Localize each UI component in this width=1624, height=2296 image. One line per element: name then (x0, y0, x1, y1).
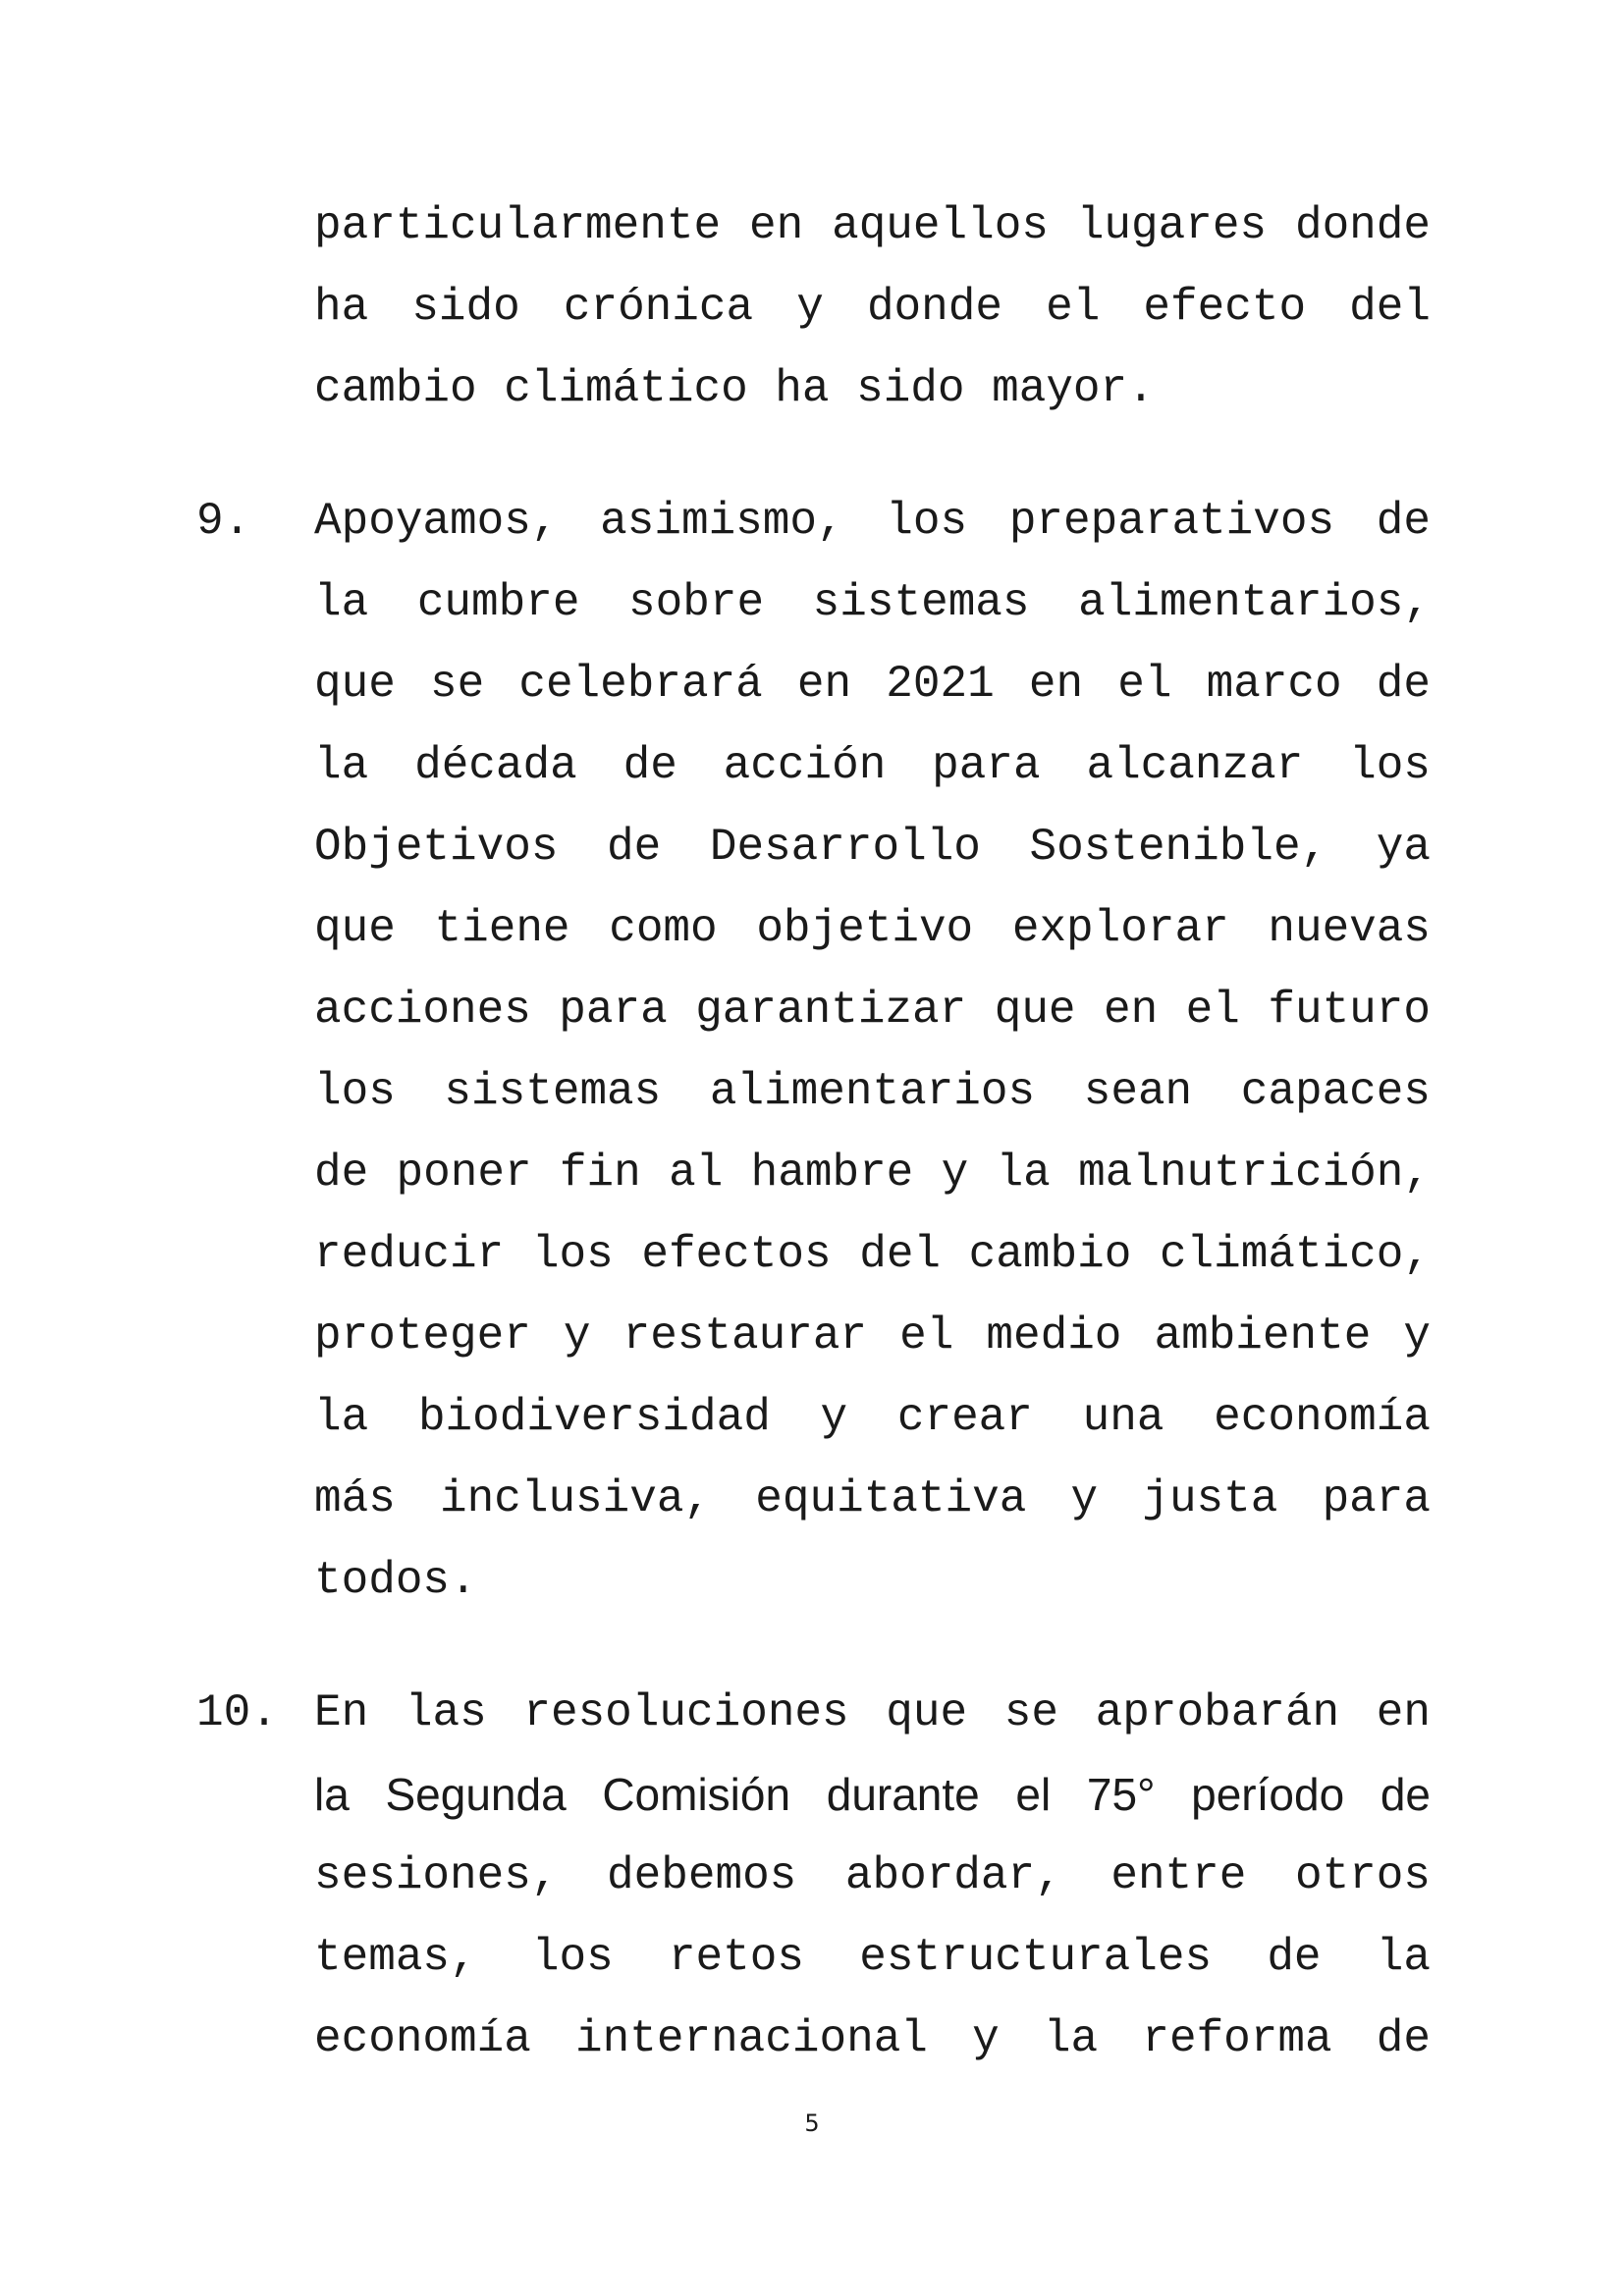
text-line: reducir los efectos del cambio climático, (314, 1229, 1431, 1280)
text-line: particularmente en aquellos lugares donde (314, 200, 1431, 251)
page-number: 5 (804, 2109, 820, 2137)
text-line: la biodiversidad y crear una economía (314, 1392, 1431, 1443)
text-line: sesiones, debemos abordar, entre otros (314, 1850, 1431, 1901)
text-line: la década de acción para alcanzar los (314, 740, 1431, 791)
text-line: de poner fin al hambre y la malnutrición, (314, 1148, 1431, 1199)
text-line: que se celebrará en 2021 en el marco de (314, 659, 1431, 710)
text-line: En las resoluciones que se aprobarán en (314, 1687, 1431, 1738)
text-line: proteger y restaurar el medio ambiente y (314, 1310, 1431, 1362)
text-line: ha sido crónica y donde el efecto del (314, 282, 1431, 333)
text-line: acciones para garantizar que en el futuro (314, 985, 1431, 1036)
text-line: cambio climático ha sido mayor. (314, 363, 1155, 414)
text-line: la Segunda Comisión durante el 75° período de (314, 1769, 1431, 1820)
text-line: economía internacional y la reforma de (314, 2013, 1431, 2064)
text-line: Objetivos de Desarrollo Sostenible, ya (314, 822, 1431, 873)
text-line: la cumbre sobre sistemas alimentarios, (314, 577, 1431, 628)
text-line: temas, los retos estructurales de la (314, 1932, 1431, 1983)
text-line: más inclusiva, equitativa y justa para (314, 1473, 1431, 1524)
text-line: los sistemas alimentarios sean capaces (314, 1066, 1431, 1117)
paragraph-number: 9. (196, 496, 251, 547)
paragraph-number: 10. (196, 1687, 278, 1738)
text-line: que tiene como objetivo explorar nuevas (314, 903, 1431, 954)
text-line: todos. (314, 1555, 477, 1606)
text-line: Apoyamos, asimismo, los preparativos de (314, 496, 1431, 547)
